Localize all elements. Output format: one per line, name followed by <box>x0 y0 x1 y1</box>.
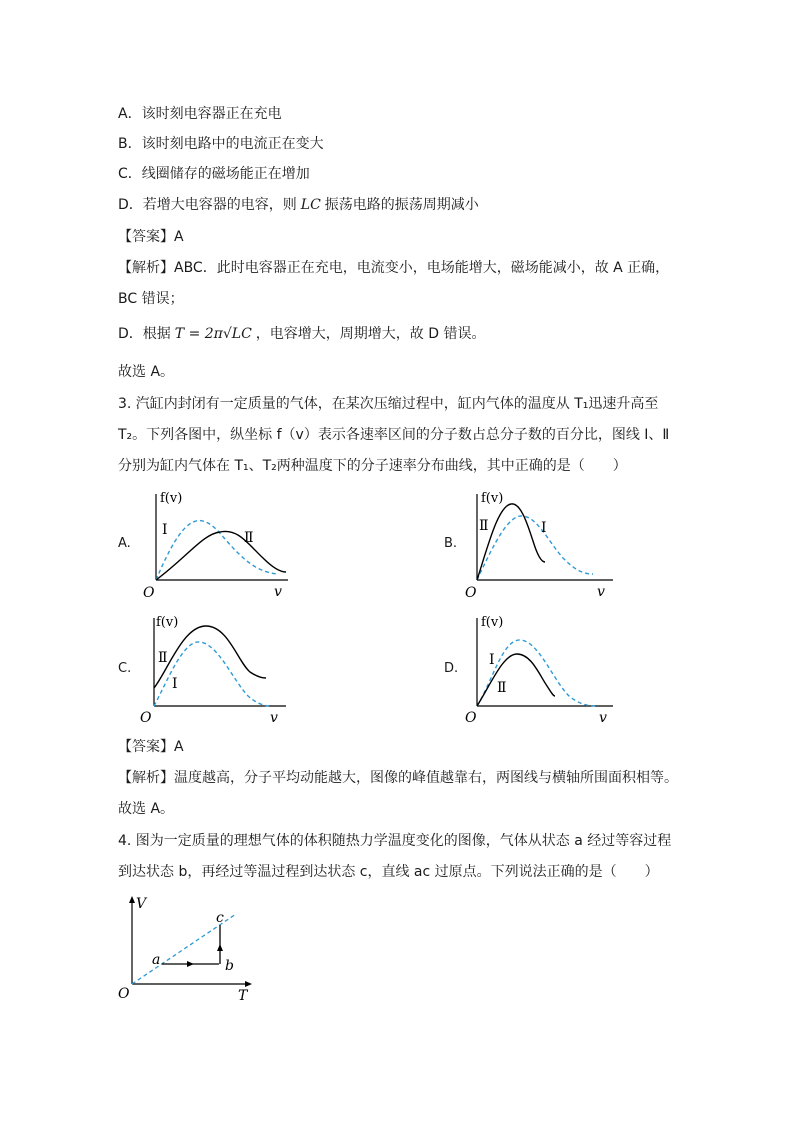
curve-label-2: Ⅱ <box>497 680 507 696</box>
x-axis-label: v <box>270 710 278 726</box>
q4-stem-line2: 到达状态 b，再经过等温过程到达状态 c，直线 ac 过原点。下列说法正确的是（ ） <box>118 864 659 880</box>
origin-label: O <box>143 585 155 601</box>
origin-label: O <box>465 585 477 601</box>
y-axis-label: f(v) <box>156 615 179 630</box>
lc-symbol: LC <box>300 197 321 213</box>
q2-option-c: C．线圈储存的磁场能正在增加 <box>118 166 310 182</box>
q2-analysis-line3 <box>118 324 485 344</box>
q3-stem-line2: T₂。下列各图中，纵坐标 f（v）表示各速率区间的分子数占总分子数的百分比，图线 Ⅰ、Ⅱ <box>118 427 670 443</box>
origin-label: O <box>465 710 477 726</box>
y-axis-label: V <box>136 896 147 912</box>
graph-option-d <box>463 610 623 726</box>
graph-option-c <box>138 610 298 726</box>
y-axis-label: f(v) <box>481 615 504 630</box>
curve-dashed <box>477 640 597 706</box>
q2-analysis-text: D．根据 <box>118 326 171 342</box>
curve-solid <box>154 626 266 688</box>
q2-option-b: B．该时刻电路中的电流正在变大 <box>118 136 324 152</box>
period-formula: T = 2π√LC <box>174 326 252 342</box>
graph-option-a <box>138 486 298 602</box>
q2-option-d-text: D．若增大电容器的电容，则 <box>118 197 297 213</box>
curve-label-1: Ⅰ <box>489 652 495 668</box>
graph-option-b-label: B. <box>444 536 458 551</box>
x-axis-label: v <box>599 710 607 726</box>
origin-label: O <box>118 986 130 1002</box>
y-axis-label: f(v) <box>481 491 504 506</box>
q2-option-d-text2: 振荡电路的振荡周期减小 <box>324 197 479 213</box>
curve-label-1: Ⅰ <box>172 676 178 692</box>
q2-analysis-line2: BC 错误； <box>118 291 184 307</box>
q2-option-a: A．该时刻电容器正在充电 <box>118 106 282 122</box>
curve-label-2: Ⅱ <box>158 650 168 666</box>
curve-label-1: Ⅰ <box>541 520 547 536</box>
q2-option-d <box>118 195 479 215</box>
curve-dashed <box>156 521 278 580</box>
origin-label: O <box>140 710 152 726</box>
q2-analysis-text2: ，电容增大，周期增大，故 D 错误。 <box>255 326 486 342</box>
q4-vt-graph <box>116 892 266 1004</box>
q2-analysis-line1: 【解析】ABC．此时电容器正在充电，电流变小，电场能增大，磁场能减小，故 A 正确， <box>118 260 670 276</box>
curve-label-2: Ⅱ <box>244 530 254 546</box>
curve-label-2: Ⅱ <box>479 518 489 534</box>
x-axis-label: v <box>597 584 605 600</box>
point-a-label: a <box>152 952 161 968</box>
q2-choose: 故选 A。 <box>118 364 175 380</box>
q3-analysis: 【解析】温度越高，分子平均动能越大，图像的峰值越靠右，两图线与横轴所围面积相等。 <box>118 770 678 786</box>
q3-stem-line1: 3. 汽缸内封闭有一定质量的气体，在某次压缩过程中，缸内气体的温度从 T₁迅速升高至 <box>118 396 659 412</box>
q4-stem-line1: 4. 图为一定质量的理想气体的体积随热力学温度变化的图像，气体从状态 a 经过等容过程 <box>118 833 672 849</box>
point-c-label: c <box>216 910 224 926</box>
q2-answer: 【答案】A <box>118 229 184 245</box>
curve-label-1: Ⅰ <box>162 522 168 538</box>
curve-solid <box>156 531 286 580</box>
graph-option-a-label: A. <box>118 536 131 551</box>
curve-solid <box>477 504 545 580</box>
graph-option-b <box>463 486 623 602</box>
point-b-label: b <box>225 958 234 974</box>
x-axis-label: T <box>238 988 248 1004</box>
x-axis-label: v <box>274 584 282 600</box>
y-axis-label: f(v) <box>160 491 183 506</box>
q3-choose: 故选 A。 <box>118 801 175 817</box>
q3-answer: 【答案】A <box>118 739 184 755</box>
graph-option-c-label: C. <box>118 661 132 676</box>
q3-stem-line3: 分别为缸内气体在 T₁、T₂两种温度下的分子速率分布曲线，其中正确的是（ ） <box>118 458 627 474</box>
graph-option-d-label: D. <box>444 661 459 676</box>
